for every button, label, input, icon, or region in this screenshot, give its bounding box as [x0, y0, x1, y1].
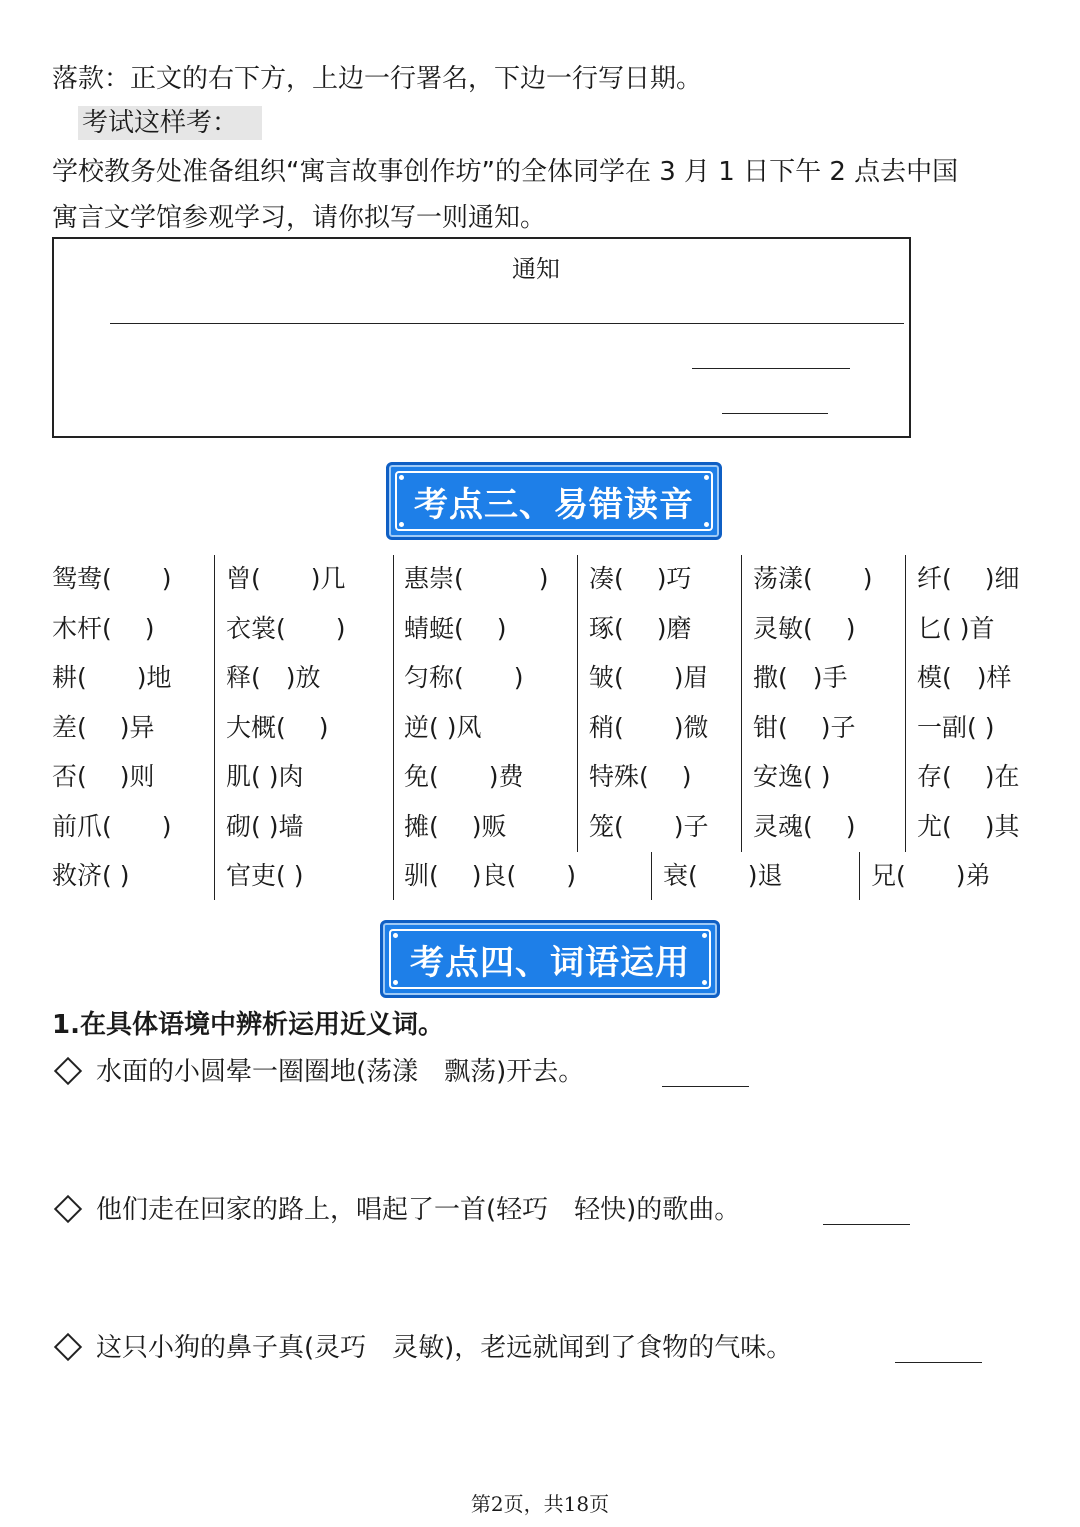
- reading-item: 稍( )微: [589, 713, 709, 742]
- reading-item: 摊( )贩: [404, 812, 507, 841]
- reading-item: 笼( )子: [589, 812, 709, 841]
- notice-box: [52, 237, 911, 438]
- reading-item: 一副( ): [917, 713, 995, 742]
- reading-item: 钳( )子: [753, 713, 856, 742]
- reading-item: 模( )样: [917, 663, 1012, 692]
- question-text: 这只小狗的鼻子真(灵巧 灵敏)，老远就闻到了食物的气味。: [96, 1333, 793, 1363]
- reading-item: 衣裳( ): [226, 614, 346, 643]
- reading-item: 皱( )眉: [589, 663, 709, 692]
- reading-item: 砌( )墙: [226, 812, 304, 841]
- notice-title: 通知: [512, 255, 560, 283]
- question-text: 他们走在回家的路上，唱起了一首(轻巧 轻快)的歌曲。: [96, 1195, 741, 1225]
- reading-item: 驯( )良( ): [404, 861, 576, 890]
- question-2: [52, 1193, 740, 1227]
- reading-item: 否( )则: [52, 762, 155, 791]
- luokuan-text: 落款：正文的右下方，上边一行署名，下边一行写日期。: [52, 64, 703, 94]
- question-1: [52, 1055, 584, 1089]
- reading-item: 大概( ): [226, 713, 329, 742]
- reading-item: 木杆( ): [52, 614, 155, 643]
- reading-item: 逆( )风: [404, 713, 482, 742]
- answer-blank-3[interactable]: [895, 1362, 982, 1363]
- reading-item: 特殊( ): [589, 762, 692, 791]
- reading-item: 尤( )其: [917, 812, 1020, 841]
- answer-blank-2[interactable]: [823, 1224, 910, 1225]
- reading-item: 撒( )手: [753, 663, 848, 692]
- reading-item: 释( )放: [226, 663, 321, 692]
- notice-signature-line: [692, 368, 850, 369]
- reading-item: 兄( )弟: [871, 861, 991, 890]
- reading-item: 差( )异: [52, 713, 155, 742]
- notice-date-line: [722, 413, 828, 414]
- page-number: 第2页，共18页: [470, 1492, 610, 1516]
- reading-item: 免( )费: [404, 762, 524, 791]
- section4-banner: [380, 920, 720, 998]
- reading-item: 前爪( ): [52, 812, 172, 841]
- notice-body-line: [110, 323, 904, 324]
- diamond-icon: [54, 1332, 82, 1360]
- reading-item: 匕( )首: [917, 614, 995, 643]
- reading-item: 匀称( ): [404, 663, 524, 692]
- question-3: [52, 1331, 792, 1365]
- reading-item: 曾( )几: [226, 564, 346, 593]
- reading-item: 耕( )地: [52, 663, 172, 692]
- reading-item: 官吏( ): [226, 861, 304, 890]
- reading-item: 灵魂( ): [753, 812, 856, 841]
- reading-item: 灵敏( ): [753, 614, 856, 643]
- section4-title: 考点四、词语运用: [410, 942, 690, 983]
- exam-label: [78, 106, 262, 140]
- reading-item: 存( )在: [917, 762, 1020, 791]
- section3-banner: [386, 462, 722, 540]
- reading-item: 琢( )磨: [589, 614, 692, 643]
- reading-item: 荡漾( ): [753, 564, 873, 593]
- task-line-1: 学校教务处准备组织“寓言故事创作坊”的全体同学在 3 月 1 日下午 2 点去中国: [52, 157, 959, 187]
- section4-subtitle: 1.在具体语境中辨析运用近义词。: [52, 1010, 444, 1040]
- exam-label-text: 考试这样考：: [78, 106, 262, 140]
- reading-item: 纤( )细: [917, 564, 1020, 593]
- reading-item: 安逸( ): [753, 762, 831, 791]
- reading-item: 救济( ): [52, 861, 130, 890]
- task-line-2: 寓言文学馆参观学习，请你拟写一则通知。: [52, 203, 547, 233]
- section3-title: 考点三、易错读音: [414, 484, 694, 525]
- diamond-icon: [54, 1056, 82, 1084]
- reading-item: 肌( )肉: [226, 762, 304, 791]
- reading-item: 鸳鸯( ): [52, 564, 172, 593]
- question-text: 水面的小圆晕一圈圈地(荡漾 飘荡)开去。: [96, 1057, 585, 1087]
- reading-item: 惠崇( ): [404, 564, 549, 593]
- reading-item: 蜻蜓( ): [404, 614, 507, 643]
- reading-item: 衰( )退: [663, 861, 783, 890]
- answer-blank-1[interactable]: [662, 1086, 749, 1087]
- reading-item: 凑( )巧: [589, 564, 692, 593]
- diamond-icon: [54, 1194, 82, 1222]
